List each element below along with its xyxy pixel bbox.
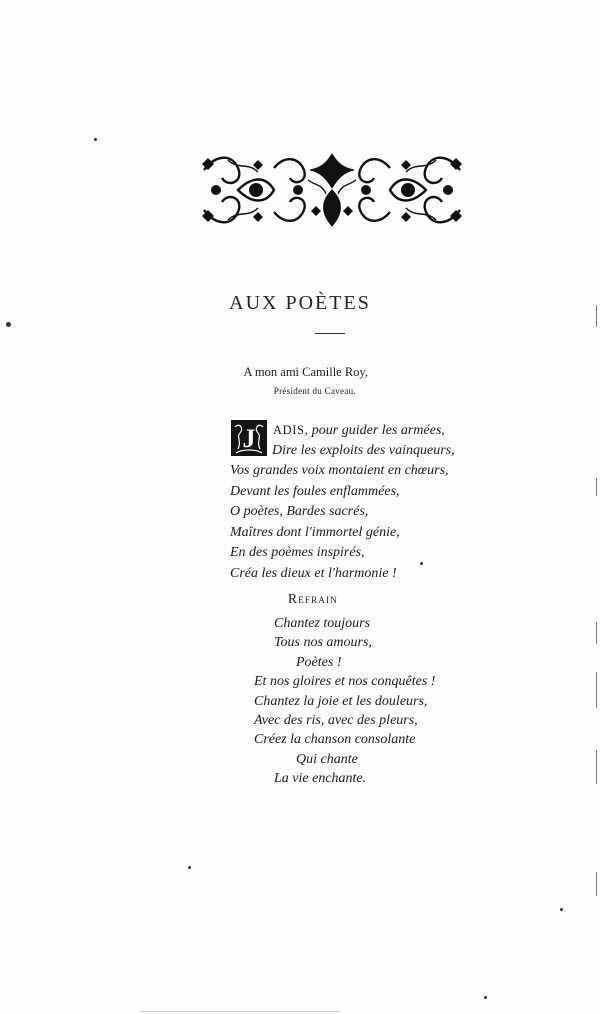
refrain-line: Créez la chanson consolante xyxy=(254,732,416,748)
title-rule xyxy=(315,333,345,334)
margin-mark xyxy=(596,622,597,644)
refrain-line: Tous nos amours, xyxy=(274,635,372,651)
refrain-line: La vie enchante. xyxy=(274,771,367,787)
refrain-line: Chantez la joie et les douleurs, xyxy=(254,693,428,709)
verse-line xyxy=(230,420,550,441)
verse-line: Devant les foules enflammées, xyxy=(230,483,400,499)
verse-line: Maîtres dont l'immortel génie, xyxy=(230,524,400,540)
verse-line: Dire les exploits des vainqueurs, xyxy=(272,442,455,458)
refrain-line: Avec des ris, avec des pleurs, xyxy=(254,712,418,728)
verse-line: O poètes, Bardes sacrés, xyxy=(230,504,369,519)
bottom-edge xyxy=(140,1011,340,1012)
margin-mark xyxy=(596,750,597,784)
refrain-line: Qui chante xyxy=(296,751,358,767)
scan-speck xyxy=(420,562,423,565)
verse-line: En des poèmes inspirés, xyxy=(230,545,365,560)
scan-speck xyxy=(6,322,11,327)
refrain-line: Et nos gloires et nos conquêtes ! xyxy=(254,674,436,690)
refrain-line: Chantez toujours xyxy=(274,616,371,631)
ornament-header xyxy=(198,150,466,230)
stanza xyxy=(230,420,550,584)
poem-title: AUX POÈTES xyxy=(229,292,371,314)
margin-mark xyxy=(596,872,597,896)
verse-line: Vos grandes voix montaient en chœurs, xyxy=(230,463,449,478)
scan-speck xyxy=(484,996,487,999)
scan-speck xyxy=(94,138,97,141)
dedication: A mon ami Camille Roy, xyxy=(243,365,368,379)
first-line-lead: ADIS, xyxy=(273,423,309,437)
dedication-subline: Président du Caveau. xyxy=(273,386,356,396)
verse-line: Créa les dieux et l'harmonie ! xyxy=(230,565,397,581)
refrain xyxy=(254,614,554,789)
scan-speck xyxy=(560,908,563,911)
dropcap-letter: J xyxy=(242,424,256,453)
margin-mark xyxy=(596,478,597,496)
refrain-heading: Refrain xyxy=(288,591,338,606)
refrain-line: Poètes ! xyxy=(296,654,342,670)
scan-speck xyxy=(188,866,191,869)
first-line-rest: pour guider les armées, xyxy=(308,423,445,438)
margin-mark xyxy=(596,305,597,327)
margin-mark xyxy=(596,672,597,708)
